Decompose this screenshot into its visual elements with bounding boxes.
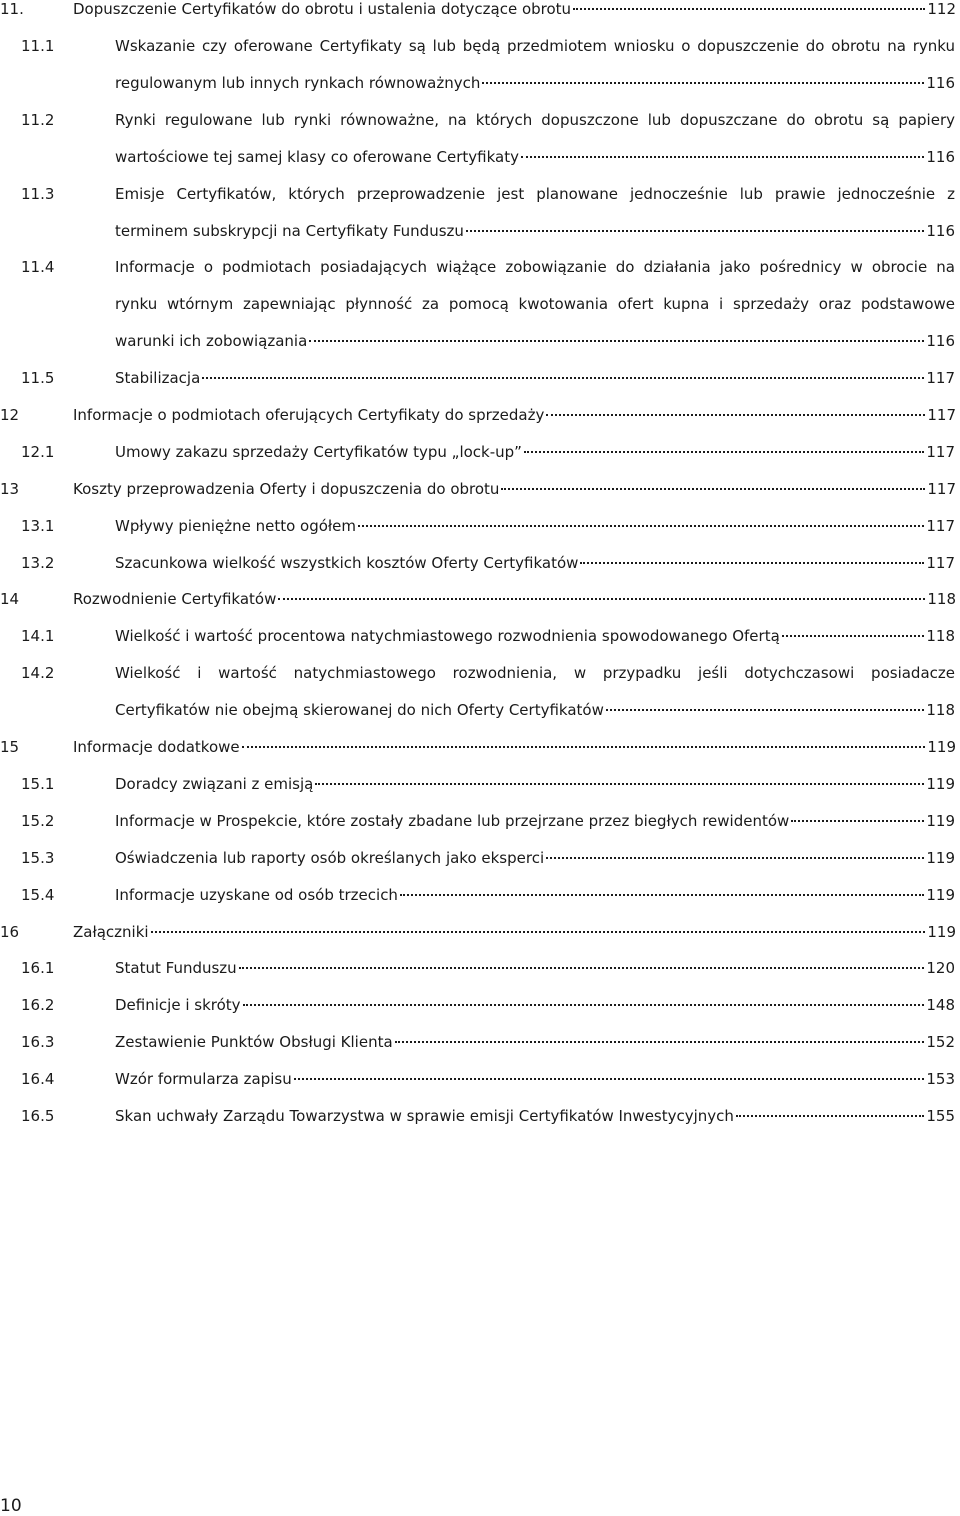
toc-entry-number: 13.2 <box>21 553 55 572</box>
toc-entry-label: Wzór formularza zapisu <box>115 1070 292 1089</box>
toc-entry-label: Skan uchwały Zarządu Towarzystwa w sprawie emisji Certyfikatów Inwestycyjnych <box>115 1107 734 1125</box>
toc-entry-title <box>115 176 955 250</box>
toc-entry-page: 112 <box>927 0 956 18</box>
toc-entry-number: 14.2 <box>21 664 55 683</box>
toc-entry-label: Dopuszczenie Certyfikatów do obrotu i ustalenia dotyczące obrotu <box>73 0 572 18</box>
toc-entry-title-line: rynku wtórnym zapewniając płynność za pomocą kwotowania ofert kupna i sprzedaży oraz podstawowe <box>115 295 955 314</box>
toc-entry-label: Statut Funduszu <box>115 959 237 978</box>
dot-leader <box>524 451 924 453</box>
toc-entry-title-line: Wskazanie czy oferowane Certyfikaty są lub będą przedmiotem wniosku o dopuszczenie do obrotu na rynku <box>115 36 955 55</box>
toc-entry-last-line <box>115 323 955 360</box>
toc-entry-page: 153 <box>926 1070 955 1089</box>
toc-entry-number: 14 <box>0 590 20 609</box>
dot-leader <box>782 635 925 637</box>
dot-leader <box>294 1078 925 1080</box>
toc-entry-page: 118 <box>926 701 955 720</box>
toc-entry-page: 152 <box>926 1033 955 1052</box>
toc-entry-number: 16.4 <box>21 1070 55 1089</box>
toc-entry-last-line <box>115 840 955 877</box>
toc-entry-title <box>115 249 955 360</box>
dot-leader <box>242 746 926 748</box>
toc-entry-page: 118 <box>927 590 956 609</box>
toc-entry-number: 13.1 <box>21 516 55 535</box>
toc-entry-page: 116 <box>926 147 955 166</box>
dot-leader <box>400 894 924 896</box>
dot-leader <box>239 967 925 969</box>
toc-entry-last-line <box>115 950 955 987</box>
toc-entry-page: 120 <box>926 959 955 978</box>
toc-entry-last-line <box>115 1061 955 1098</box>
dot-leader <box>358 525 924 527</box>
toc-entry-title <box>115 655 955 729</box>
toc-entry-page: 119 <box>927 738 956 756</box>
toc-entry-number: 16.2 <box>21 996 55 1015</box>
toc-entry-title <box>115 545 955 582</box>
toc-entry-title <box>115 1024 955 1061</box>
toc-entry-number: 15.2 <box>21 811 55 830</box>
toc-entry-number: 14.1 <box>21 627 55 646</box>
toc-entry-title-line: Emisje Certyfikatów, których przeprowadzenie jest planowane jednocześnie lub prawie jednocześnie z <box>115 184 955 203</box>
toc-entry-title <box>115 840 955 877</box>
toc-entry-title <box>115 28 955 102</box>
toc-entry-number: 15.3 <box>21 848 55 867</box>
toc-entry-number: 12.1 <box>21 442 55 461</box>
toc-entry-last-line <box>115 360 955 397</box>
dot-leader <box>580 562 924 564</box>
toc-entry-page: 155 <box>926 1107 955 1125</box>
dot-leader <box>606 709 925 711</box>
toc-entry-last-line <box>115 508 955 545</box>
toc-entry-number: 16.3 <box>21 1033 55 1052</box>
toc-entry-page: 118 <box>926 627 955 646</box>
dot-leader <box>243 1004 925 1006</box>
toc-entry-label: Informacje o podmiotach oferujących Certyfikaty do sprzedaży <box>73 405 545 424</box>
toc-entry-number: 16 <box>0 922 20 941</box>
toc-entry-last-line <box>115 803 955 840</box>
toc-entry-number: 15 <box>0 738 20 756</box>
dot-leader <box>315 783 924 785</box>
dot-leader <box>521 156 924 158</box>
toc-entry-title <box>115 877 955 914</box>
toc-entry-title <box>73 397 956 434</box>
dot-leader <box>546 857 924 859</box>
dot-leader <box>573 8 925 10</box>
dot-leader <box>202 377 924 379</box>
toc-entry-title <box>115 360 955 397</box>
toc-entry-title <box>115 987 955 1024</box>
dot-leader <box>309 340 924 342</box>
toc-entry-last-line <box>115 139 955 176</box>
toc-entry-last-line <box>115 692 955 729</box>
toc-entry-last-line <box>115 545 955 582</box>
toc-entry-last-line <box>115 1098 955 1135</box>
toc-entry-label: Stabilizacja <box>115 369 201 387</box>
toc-entry-label: warunki ich zobowiązania <box>115 332 308 351</box>
toc-entry-page: 119 <box>926 848 955 867</box>
toc-entry-number: 11.1 <box>21 36 55 55</box>
toc-entry-page: 117 <box>926 553 955 572</box>
toc-entry-last-line <box>73 397 956 434</box>
toc-entry-number: 11. <box>0 0 24 18</box>
toc-entry-label: Szacunkowa wielkość wszystkich kosztów Oferty Certyfikatów <box>115 553 579 572</box>
toc-entry-title <box>115 803 955 840</box>
toc-entry-title <box>115 618 955 655</box>
dot-leader <box>151 931 926 933</box>
toc-entry-title <box>115 1098 955 1135</box>
dot-leader <box>546 414 925 416</box>
toc-entry-label: Definicje i skróty <box>115 996 241 1015</box>
toc-entry-title <box>115 766 955 803</box>
toc-entry-number: 13 <box>0 479 20 498</box>
toc-entry-last-line <box>115 1024 955 1061</box>
toc-entry-title-line: Wielkość i wartość natychmiastowego rozwodnienia, w przypadku jeśli dotychczasowi posiadacze <box>115 664 955 683</box>
dot-leader <box>482 82 924 84</box>
toc-entry-page: 148 <box>926 996 955 1015</box>
toc-entry-title <box>73 0 956 28</box>
toc-entry-number: 15.1 <box>21 774 55 793</box>
toc-entry-label: Informacje w Prospekcie, które zostały zbadane lub przejrzane przez biegłych rewidentów <box>115 811 790 830</box>
toc-entry-last-line <box>73 914 956 951</box>
toc-entry-number: 16.5 <box>21 1107 55 1125</box>
toc-entry-title <box>73 914 956 951</box>
dot-leader <box>278 598 925 600</box>
toc-entry-label: wartościowe tej samej klasy co oferowane Certyfikaty <box>115 147 519 166</box>
toc-entry-label: Zestawienie Punktów Obsługi Klienta <box>115 1033 393 1052</box>
toc-entry-number: 11.4 <box>21 258 55 277</box>
toc-entry-label: Wielkość i wartość procentowa natychmiastowego rozwodnienia spowodowanego Ofertą <box>115 627 780 646</box>
toc-entry-number: 12 <box>0 405 20 424</box>
toc-entry-number: 11.2 <box>21 110 55 129</box>
toc-entry-label: Oświadczenia lub raporty osób określanych jako eksperci <box>115 848 545 867</box>
toc-entry-last-line <box>115 987 955 1024</box>
toc-entry-last-line <box>73 0 956 28</box>
toc-entry-page: 119 <box>926 811 955 830</box>
toc-entry-label: regulowanym lub innych rynkach równoważnych <box>115 73 481 92</box>
dot-leader <box>466 230 924 232</box>
toc-entry-page: 117 <box>927 405 956 424</box>
toc-entry-last-line <box>115 877 955 914</box>
toc-entry-label: Informacje dodatkowe <box>73 738 240 756</box>
toc-entry-last-line <box>73 471 956 508</box>
toc-entry-page: 119 <box>927 922 956 941</box>
toc-entry-title <box>115 102 955 176</box>
toc-entry-number: 11.3 <box>21 184 55 203</box>
toc-entry-label: Rozwodnienie Certyfikatów <box>73 590 277 609</box>
toc-entry-page: 117 <box>926 442 955 461</box>
toc-entry-title-line: Rynki regulowane lub rynki równoważne, na których dopuszczone lub dopuszczane do obrotu są papiery <box>115 110 955 129</box>
toc-entry-page: 119 <box>926 885 955 904</box>
toc-entry-number: 15.4 <box>21 885 55 904</box>
dot-leader <box>501 488 925 490</box>
dot-leader <box>736 1115 924 1117</box>
toc-entry-page: 117 <box>926 516 955 535</box>
toc-entry-last-line <box>115 213 955 250</box>
toc-entry-title <box>73 471 956 508</box>
toc-entry-page: 116 <box>926 332 955 351</box>
toc-entry-label: Umowy zakazu sprzedaży Certyfikatów typu „lock-up” <box>115 442 522 461</box>
toc-entry-last-line <box>115 766 955 803</box>
toc-entry-title <box>115 508 955 545</box>
dot-leader <box>791 820 924 822</box>
toc-entry-page: 116 <box>926 73 955 92</box>
toc-entry-title <box>73 729 956 766</box>
toc-entry-title <box>73 581 956 618</box>
toc-entry-title <box>115 950 955 987</box>
toc-entry-last-line <box>115 434 955 471</box>
toc-entry-label: terminem subskrypcji na Certyfikaty Funduszu <box>115 221 464 240</box>
dot-leader <box>395 1041 925 1043</box>
toc-entry-page: 117 <box>927 479 956 498</box>
toc-entry-title <box>115 1061 955 1098</box>
toc-entry-title-line: Informacje o podmiotach posiadających wiążące zobowiązanie do działania jako pośrednicy w obrocie na <box>115 258 955 277</box>
page-number: 10 <box>0 1496 22 1516</box>
toc-entry-label: Doradcy związani z emisją <box>115 774 314 793</box>
toc-entry-title <box>115 434 955 471</box>
toc-entry-last-line <box>115 65 955 102</box>
toc-entry-last-line <box>73 581 956 618</box>
toc-entry-page: 119 <box>926 774 955 793</box>
toc-entry-label: Informacje uzyskane od osób trzecich <box>115 885 398 904</box>
toc-entry-label: Wpływy pieniężne netto ogółem <box>115 516 357 535</box>
toc-entry-number: 11.5 <box>21 369 55 387</box>
toc-entry-number: 16.1 <box>21 959 55 978</box>
toc-entry-label: Załączniki <box>73 922 149 941</box>
toc-entry-label: Certyfikatów nie obejmą skierowanej do nich Oferty Certyfikatów <box>115 701 604 720</box>
toc-entry-label: Koszty przeprowadzenia Oferty i dopuszczenia do obrotu <box>73 479 500 498</box>
toc-entry-last-line <box>115 618 955 655</box>
toc-entry-last-line <box>73 729 956 766</box>
toc-entry-page: 117 <box>926 369 955 387</box>
toc-entry-page: 116 <box>926 221 955 240</box>
